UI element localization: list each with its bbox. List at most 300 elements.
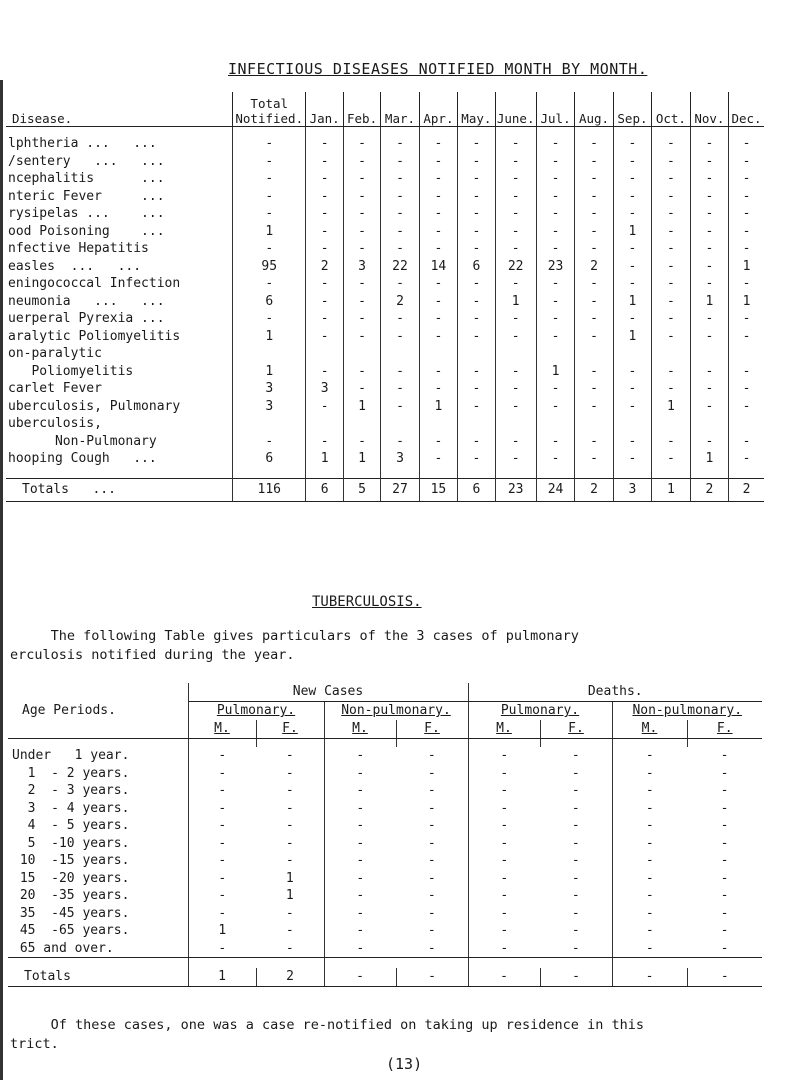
month-cell: -	[381, 170, 419, 188]
header-month: Mar.	[381, 92, 419, 127]
month-cell: -	[381, 127, 419, 153]
header-disease: Disease.	[6, 92, 233, 127]
count-cell: -	[324, 940, 396, 958]
section-title: TUBERCULOSIS.	[312, 594, 422, 610]
age-period: 1 - 2 years.	[12, 765, 130, 781]
table-row	[6, 398, 764, 416]
month-cell: -	[419, 328, 457, 346]
month-cell: -	[495, 188, 536, 206]
spacer-cell	[324, 739, 396, 748]
month-cell: -	[381, 398, 419, 416]
disease-name: neumonia ... ...	[8, 293, 165, 309]
table-row	[6, 293, 764, 311]
month-cell: -	[690, 240, 728, 258]
spacer-cell	[575, 468, 613, 479]
month-cell: -	[458, 153, 495, 171]
month-cell: -	[536, 433, 574, 451]
month-cell	[419, 415, 457, 433]
total-cell	[233, 415, 306, 433]
month-cell: -	[419, 127, 457, 153]
month-cell	[729, 415, 764, 433]
month-cell: -	[652, 380, 690, 398]
page-title: INFECTIOUS DISEASES NOTIFIED MONTH BY MONTH.	[228, 60, 648, 78]
count-cell: -	[324, 922, 396, 940]
month-cell: -	[381, 328, 419, 346]
count-cell: -	[427, 783, 436, 799]
table-row	[8, 747, 762, 765]
header-m: M.	[324, 720, 396, 739]
count-cell: -	[571, 835, 580, 851]
month-cell: -	[652, 450, 690, 468]
month-cell: 1	[652, 398, 690, 416]
count-cell: -	[256, 940, 324, 958]
count-cell: -	[612, 852, 687, 870]
count-cell: -	[427, 800, 436, 816]
month-cell: -	[652, 223, 690, 241]
month-cell: -	[495, 450, 536, 468]
table-row	[6, 205, 764, 223]
total-cell	[233, 345, 306, 363]
table-row	[8, 835, 762, 853]
month-cell: -	[536, 188, 574, 206]
monthly-notifications-table	[6, 92, 764, 502]
month-cell: -	[729, 450, 764, 468]
month-cell: -	[729, 398, 764, 416]
month-cell: -	[495, 433, 536, 451]
totals-month-cell: 1	[652, 478, 690, 501]
totals-cell: -	[540, 968, 612, 986]
spacer-cell	[729, 468, 764, 479]
month-cell: -	[306, 127, 343, 153]
month-cell: -	[729, 170, 764, 188]
totals-label: Totals ...	[6, 478, 233, 501]
table-row	[6, 450, 764, 468]
month-cell: -	[495, 363, 536, 381]
month-cell: 1	[690, 450, 728, 468]
count-cell: -	[188, 835, 256, 853]
count-cell: -	[720, 923, 729, 939]
tuberculosis-age-table	[8, 683, 762, 987]
count-cell: -	[427, 748, 436, 764]
month-cell: -	[729, 153, 764, 171]
month-cell: -	[306, 275, 343, 293]
totals-cell: 2	[256, 968, 324, 986]
count-cell: -	[612, 765, 687, 783]
totals-month-cell: 2	[575, 478, 613, 501]
month-cell: -	[652, 310, 690, 328]
totals-row	[6, 478, 764, 501]
month-cell	[458, 415, 495, 433]
count-cell: -	[571, 748, 580, 764]
month-cell: -	[690, 188, 728, 206]
month-cell: -	[652, 433, 690, 451]
totals-cell: 1	[188, 968, 256, 986]
month-cell: -	[381, 310, 419, 328]
count-cell: -	[188, 800, 256, 818]
month-cell: -	[613, 433, 651, 451]
count-cell: -	[571, 853, 580, 869]
month-cell: -	[652, 240, 690, 258]
totals-month-cell: 27	[381, 478, 419, 501]
totals-cell: -	[468, 968, 540, 986]
totals-month-cell: 15	[419, 478, 457, 501]
month-cell: -	[458, 240, 495, 258]
month-cell: 2	[306, 258, 343, 276]
month-cell	[690, 345, 728, 363]
header-month: Sep.	[613, 92, 651, 127]
count-cell: -	[468, 905, 540, 923]
table-row	[8, 800, 762, 818]
total-cell: -	[233, 275, 306, 293]
month-cell: 22	[495, 258, 536, 276]
spacer-row	[6, 468, 764, 479]
spacer-cell	[8, 739, 188, 748]
month-cell: -	[690, 127, 728, 153]
count-cell: -	[324, 852, 396, 870]
month-cell: -	[343, 188, 380, 206]
header-non-pulmonary: Non-pulmonary.	[324, 702, 468, 721]
month-cell: -	[729, 188, 764, 206]
month-cell: -	[536, 240, 574, 258]
month-cell: -	[306, 153, 343, 171]
count-cell: -	[571, 783, 580, 799]
month-cell: -	[536, 380, 574, 398]
month-cell	[690, 415, 728, 433]
month-cell: 1	[343, 398, 380, 416]
total-cell: 95	[233, 258, 306, 276]
header-m: M.	[188, 720, 256, 739]
age-period: 10 -15 years.	[12, 853, 130, 869]
count-cell: -	[468, 835, 540, 853]
month-cell: -	[495, 205, 536, 223]
table-row	[6, 380, 764, 398]
spacer-cell	[324, 958, 396, 969]
month-cell: 14	[419, 258, 457, 276]
totals-month-cell: 6	[458, 478, 495, 501]
count-cell: -	[285, 853, 294, 869]
disease-name: ood Poisoning ...	[8, 223, 165, 239]
month-cell: -	[536, 223, 574, 241]
count-cell: -	[540, 940, 612, 958]
month-cell	[419, 345, 457, 363]
total-cell: 3	[233, 380, 306, 398]
month-cell: -	[381, 223, 419, 241]
spacer-cell	[6, 468, 233, 479]
count-cell: -	[687, 940, 762, 958]
age-period: 3 - 4 years.	[12, 800, 130, 816]
count-cell: -	[612, 940, 687, 958]
spacer-cell	[188, 958, 256, 969]
count-cell: -	[396, 940, 468, 958]
month-cell: -	[729, 310, 764, 328]
month-cell: -	[536, 293, 574, 311]
month-cell: -	[343, 293, 380, 311]
month-cell: -	[613, 258, 651, 276]
totals-month-cell: 24	[536, 478, 574, 501]
month-cell: -	[575, 205, 613, 223]
spacer-cell	[687, 739, 762, 748]
table-row	[8, 887, 762, 905]
disease-name: ncephalitis ...	[8, 171, 165, 187]
month-cell: 1	[613, 293, 651, 311]
count-cell: -	[720, 905, 729, 921]
table-body	[6, 127, 764, 502]
spacer-cell	[536, 468, 574, 479]
month-cell: -	[652, 258, 690, 276]
month-cell: -	[458, 398, 495, 416]
count-cell: -	[612, 817, 687, 835]
month-cell: -	[306, 363, 343, 381]
table-row	[6, 223, 764, 241]
table-row	[6, 275, 764, 293]
month-cell: -	[306, 188, 343, 206]
spacer-cell	[343, 468, 380, 479]
month-cell: -	[458, 205, 495, 223]
month-cell: -	[690, 398, 728, 416]
month-cell: -	[495, 223, 536, 241]
table-row	[6, 170, 764, 188]
disease-name: /sentery ... ...	[8, 153, 165, 169]
month-cell	[495, 415, 536, 433]
total-cell: 1	[233, 328, 306, 346]
month-cell: -	[652, 328, 690, 346]
month-cell	[729, 345, 764, 363]
count-cell: -	[468, 800, 540, 818]
count-cell: -	[427, 765, 436, 781]
month-cell: -	[690, 223, 728, 241]
totals-month-cell: 6	[306, 478, 343, 501]
month-cell: -	[343, 363, 380, 381]
count-cell: -	[720, 853, 729, 869]
header-row-1	[8, 683, 762, 702]
table-row	[6, 240, 764, 258]
header-deaths: Deaths.	[468, 683, 762, 702]
month-cell: -	[419, 450, 457, 468]
month-cell: 1	[536, 363, 574, 381]
spacer-cell	[612, 958, 687, 969]
month-cell: -	[613, 275, 651, 293]
totals-month-cell: 23	[495, 478, 536, 501]
table-row	[8, 905, 762, 923]
spacer-cell	[381, 468, 419, 479]
month-cell	[495, 345, 536, 363]
month-cell: 23	[536, 258, 574, 276]
month-cell: -	[343, 153, 380, 171]
count-cell: -	[285, 765, 294, 781]
count-cell: -	[571, 818, 580, 834]
month-cell: -	[495, 380, 536, 398]
month-cell	[536, 415, 574, 433]
month-cell	[343, 415, 380, 433]
count-cell: -	[324, 782, 396, 800]
totals-month-cell: 2	[690, 478, 728, 501]
month-cell: -	[613, 170, 651, 188]
month-cell: -	[458, 328, 495, 346]
month-cell: -	[575, 170, 613, 188]
month-cell: -	[381, 205, 419, 223]
table-row	[8, 852, 762, 870]
table-row	[6, 433, 764, 451]
month-cell: -	[652, 205, 690, 223]
month-cell: -	[419, 223, 457, 241]
header-month: Apr.	[419, 92, 457, 127]
month-cell: -	[613, 380, 651, 398]
count-cell: -	[188, 747, 256, 765]
month-cell: -	[419, 363, 457, 381]
header-pulmonary-deaths: Pulmonary.	[468, 702, 612, 721]
month-cell	[458, 345, 495, 363]
table-row	[8, 765, 762, 783]
month-cell: -	[536, 310, 574, 328]
month-cell: -	[419, 240, 457, 258]
month-cell: -	[343, 380, 380, 398]
table-row	[6, 345, 764, 363]
disease-name: Non-Pulmonary	[8, 433, 157, 449]
header-m: M.	[612, 720, 687, 739]
month-cell: -	[613, 310, 651, 328]
month-cell: 1	[613, 328, 651, 346]
month-cell: -	[381, 188, 419, 206]
count-cell: -	[188, 887, 256, 905]
count-cell: -	[324, 835, 396, 853]
spacer-cell	[468, 739, 540, 748]
header-m: M.	[468, 720, 540, 739]
header-f: F.	[256, 720, 324, 739]
spacer-cell	[652, 468, 690, 479]
count-cell: -	[188, 765, 256, 783]
count-cell: -	[427, 818, 436, 834]
count-cell: -	[324, 747, 396, 765]
month-cell: -	[458, 188, 495, 206]
count-cell: -	[571, 923, 580, 939]
month-cell: -	[652, 293, 690, 311]
count-cell: -	[720, 835, 729, 851]
count-cell: -	[468, 887, 540, 905]
disease-name: nfective Hepatitis	[8, 241, 149, 257]
month-cell: -	[652, 363, 690, 381]
count-cell: -	[612, 922, 687, 940]
month-cell: -	[690, 258, 728, 276]
total-cell: -	[233, 127, 306, 153]
month-cell: -	[306, 433, 343, 451]
spacer-cell	[612, 739, 687, 748]
totals-cell: -	[612, 968, 687, 986]
age-period: 5 -10 years.	[12, 835, 130, 851]
disease-name: eningococcal Infection	[8, 276, 181, 292]
spacer-row	[8, 739, 762, 748]
table-row	[6, 310, 764, 328]
month-cell: -	[690, 170, 728, 188]
header-new-cases: New Cases	[188, 683, 468, 702]
spacer-cell	[256, 958, 324, 969]
month-cell: -	[381, 380, 419, 398]
month-cell: -	[652, 127, 690, 153]
spacer-cell	[613, 468, 651, 479]
count-cell: -	[427, 870, 436, 886]
spacer-cell	[306, 468, 343, 479]
month-cell: -	[575, 275, 613, 293]
month-cell: -	[613, 398, 651, 416]
month-cell: -	[306, 240, 343, 258]
count-cell: 1	[188, 922, 256, 940]
age-period: 45 -65 years.	[12, 923, 130, 939]
header-month: Oct.	[652, 92, 690, 127]
totals-label: Totals	[8, 968, 188, 986]
month-cell: -	[381, 240, 419, 258]
spacer-cell	[419, 468, 457, 479]
month-cell: -	[536, 450, 574, 468]
month-cell: -	[343, 433, 380, 451]
count-cell: -	[427, 923, 436, 939]
month-cell: -	[343, 205, 380, 223]
month-cell: -	[575, 363, 613, 381]
month-cell: -	[613, 240, 651, 258]
count-cell: -	[324, 800, 396, 818]
table-row	[6, 328, 764, 346]
total-cell: -	[233, 310, 306, 328]
month-cell: -	[495, 153, 536, 171]
disease-name: carlet Fever	[8, 381, 102, 397]
header-f: F.	[396, 720, 468, 739]
count-cell: -	[612, 887, 687, 905]
count-cell: -	[612, 800, 687, 818]
month-cell: -	[419, 380, 457, 398]
header-month: Feb.	[343, 92, 380, 127]
spacer-cell	[8, 958, 188, 969]
month-cell: -	[690, 275, 728, 293]
header-f: F.	[687, 720, 762, 739]
month-cell: -	[536, 205, 574, 223]
disease-name: lphtheria ... ...	[8, 136, 157, 152]
table-row	[6, 153, 764, 171]
month-cell: 1	[495, 293, 536, 311]
month-cell: -	[613, 205, 651, 223]
month-cell	[306, 345, 343, 363]
spacer-cell	[495, 468, 536, 479]
age-period: 15 -20 years.	[12, 870, 130, 886]
month-cell	[652, 345, 690, 363]
month-cell: -	[613, 363, 651, 381]
month-cell: 3	[381, 450, 419, 468]
header-total: Total Notified.	[233, 92, 306, 127]
month-cell: 1	[729, 293, 764, 311]
month-cell: -	[575, 328, 613, 346]
spacer-cell	[687, 958, 762, 969]
month-cell: -	[690, 363, 728, 381]
month-cell: 2	[575, 258, 613, 276]
month-cell: -	[419, 153, 457, 171]
age-period: 4 - 5 years.	[12, 818, 130, 834]
count-cell: -	[427, 888, 436, 904]
table-row	[8, 922, 762, 940]
count-cell: -	[285, 748, 294, 764]
month-cell: -	[575, 380, 613, 398]
month-cell: -	[729, 380, 764, 398]
month-cell: -	[343, 240, 380, 258]
month-cell: -	[495, 170, 536, 188]
total-cell: -	[233, 433, 306, 451]
month-cell: -	[536, 153, 574, 171]
table-row	[8, 782, 762, 800]
count-cell: -	[285, 818, 294, 834]
count-cell: -	[571, 870, 580, 886]
month-cell	[575, 345, 613, 363]
disease-name: uberculosis, Pulmonary	[8, 398, 181, 414]
month-cell: 2	[381, 293, 419, 311]
count-cell: -	[468, 782, 540, 800]
month-cell: -	[575, 240, 613, 258]
totals-row	[8, 968, 762, 986]
